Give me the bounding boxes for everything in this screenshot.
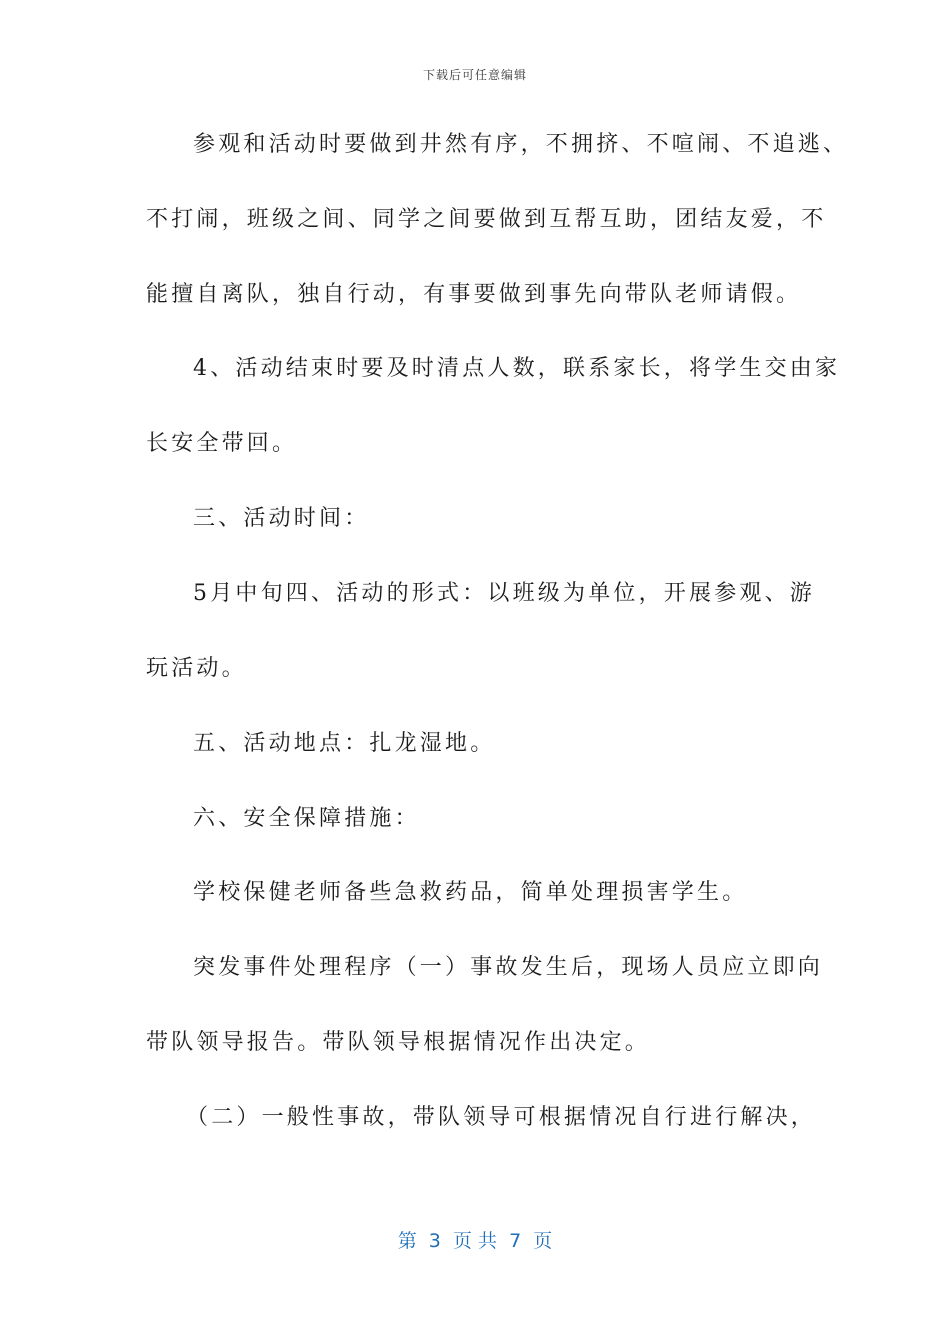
paragraph-line: 参观和活动时要做到井然有序，不拥挤、不喧闹、不追逃、 <box>193 132 849 157</box>
paragraph-line: 5月中旬四、活动的形式：以班级为单位，开展参观、游 <box>193 581 815 606</box>
paragraph-line: 带队领导报告。带队领导根据情况作出决定。 <box>146 1030 651 1055</box>
page-header-note: 下载后可任意编辑 <box>422 68 527 82</box>
paragraph-line: 4、活动结束时要及时清点人数，联系家长，将学生交由家 <box>193 356 841 381</box>
paragraph-line: 玩活动。 <box>146 656 247 681</box>
paragraph-line: 不打闹，班级之间、同学之间要做到互帮互助，团结友爱，不 <box>146 207 827 232</box>
paragraph-line: 学校保健老师备些急救药品，简单处理损害学生。 <box>193 880 748 905</box>
paragraph-line: 长安全带回。 <box>146 431 298 456</box>
page-number: 第 3 页 共 7 页 <box>397 1230 553 1252</box>
paragraph-line: 突发事件处理程序（一）事故发生后，现场人员应立即向 <box>193 955 824 980</box>
paragraph-line: （二）一般性事故，带队领导可根据情况自行进行解决， <box>186 1105 817 1130</box>
section-heading: 五、活动地点：扎龙湿地。 <box>193 731 496 756</box>
section-heading: 三、活动时间： <box>193 506 370 531</box>
section-heading: 六、安全保障措施： <box>193 806 420 831</box>
paragraph-line: 能擅自离队，独自行动，有事要做到事先向带队老师请假。 <box>146 282 802 307</box>
